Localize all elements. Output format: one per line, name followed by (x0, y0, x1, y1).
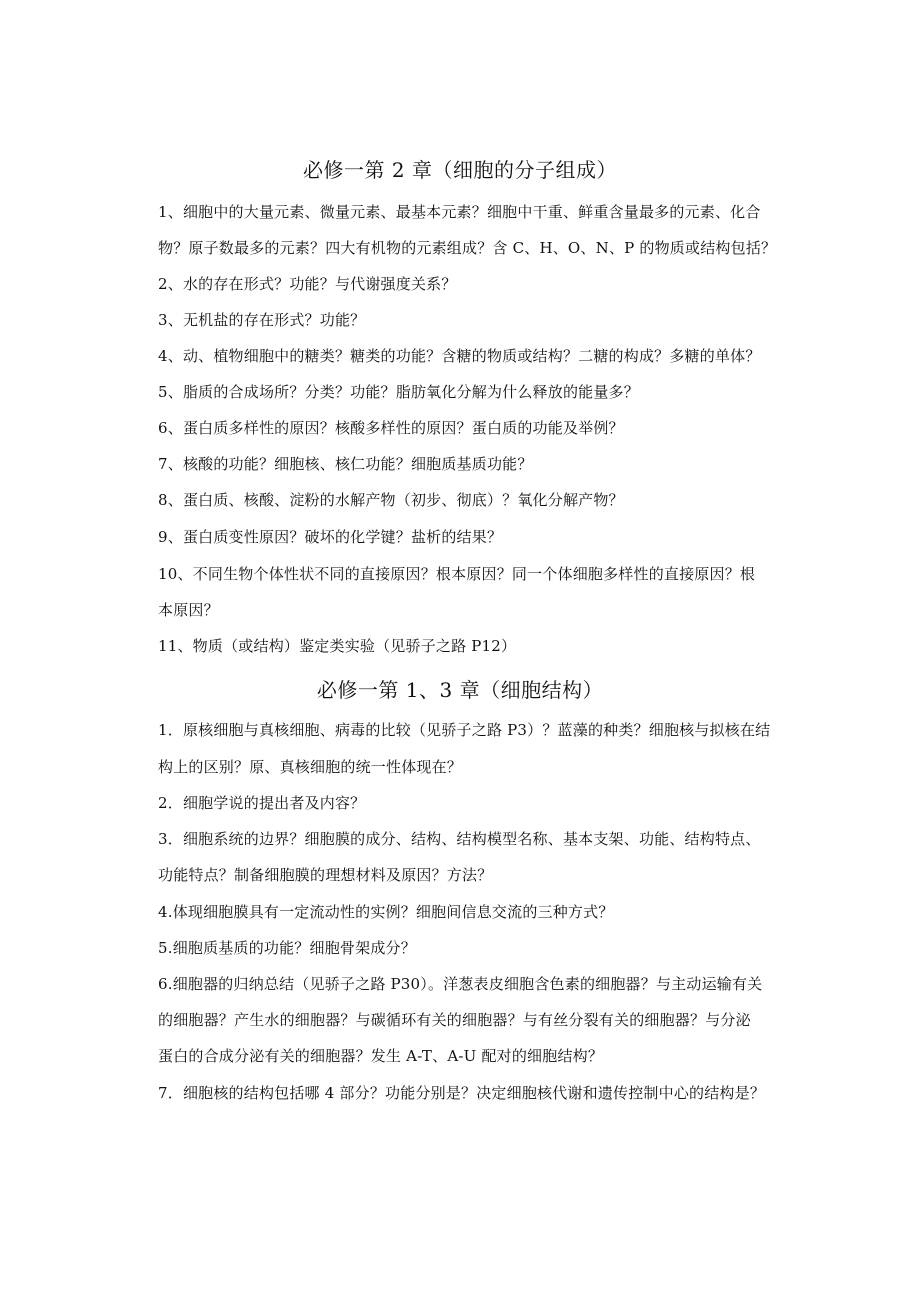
question-line: 1．原核细胞与真核细胞、病毒的比较（见骄子之路 P3）？蓝藻的种类？细胞核与拟核在结 (158, 721, 771, 739)
question-line: 蛋白的合成分泌有关的细胞器？发生 A-T、A-U 配对的细胞结构？ (158, 1047, 604, 1065)
question-line: 物？原子数最多的元素？四大有机物的元素组成？含 C、H、O、N、P 的物质或结构包括？ (158, 239, 777, 257)
question-line: 2、水的存在形式？功能？与代谢强度关系？ (158, 275, 457, 293)
question-line: 9、蛋白质变性原因？破坏的化学键？盐析的结果？ (158, 528, 503, 546)
question-line: 5、脂质的合成场所？分类？功能？脂肪氧化分解为什么释放的能量多？ (158, 383, 639, 401)
question-line: 7．细胞核的结构包括哪 4 部分？功能分别是？决定细胞核代谢和遗传控制中心的结构是？ (158, 1084, 766, 1102)
question-line: 4.体现细胞膜具有一定流动性的实例？细胞间信息交流的三种方式？ (158, 903, 614, 921)
question-line: 8、蛋白质、核酸、淀粉的水解产物（初步、彻底）？氧化分解产物？ (158, 491, 624, 509)
question-line: 6.细胞器的归纳总结（见骄子之路 P30）。洋葱表皮细胞含色素的细胞器？与主动运输有关 (158, 975, 763, 993)
question-line: 的细胞器？产生水的细胞器？与碳循环有关的细胞器？与有丝分裂有关的细胞器？与分泌 (158, 1011, 751, 1029)
question-line: 11、物质（或结构）鉴定类实验（见骄子之路 P12） (158, 637, 517, 655)
question-line: 构上的区别？原、真核细胞的统一性体现在？ (158, 758, 463, 776)
question-line: 6、蛋白质多样性的原因？核酸多样性的原因？蛋白质的功能及举例？ (158, 419, 624, 437)
question-line: 3．细胞系统的边界？细胞膜的成分、结构、结构模型名称、基本支架、功能、结构特点、 (158, 830, 761, 848)
question-line: 7、核酸的功能？细胞核、核仁功能？细胞质基质功能？ (158, 455, 533, 473)
question-line: 2．细胞学说的提出者及内容？ (158, 794, 366, 812)
question-line: 3、无机盐的存在形式？功能？ (158, 311, 366, 329)
question-line: 10、不同生物个体性状不同的直接原因？根本原因？同一个体细胞多样性的直接原因？根 (158, 565, 756, 583)
question-line: 1、细胞中的大量元素、微量元素、最基本元素？细胞中干重、鲜重含量最多的元素、化合 (158, 203, 761, 221)
section-title-cell-structure: 必修一第 1、3 章（细胞结构） (316, 678, 604, 702)
question-line: 4、动、植物细胞中的糖类？糖类的功能？含糖的物质或结构？二糖的构成？多糖的单体？ (158, 347, 761, 365)
question-line: 本原因？ (158, 601, 219, 619)
question-line: 5.细胞质基质的功能？细胞骨架成分？ (158, 939, 416, 957)
section-title-molecular-composition: 必修一第 2 章（细胞的分子组成） (303, 158, 617, 182)
question-line: 功能特点？制备细胞膜的理想材料及原因？方法？ (158, 866, 493, 884)
